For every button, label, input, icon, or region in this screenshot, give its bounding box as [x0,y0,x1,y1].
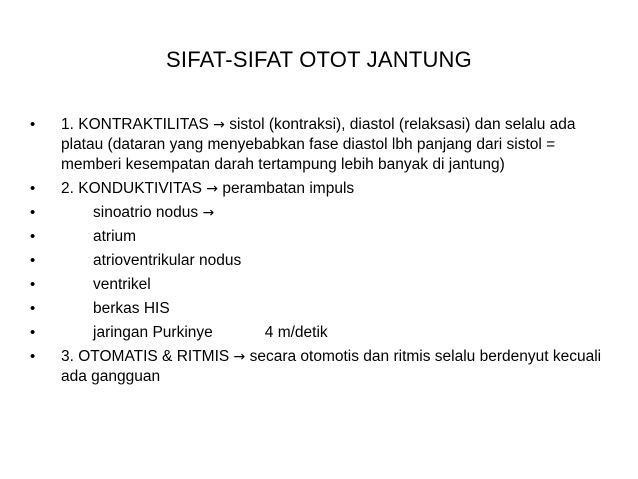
bullet-dot: • [30,252,36,269]
bullet-berkas [28,299,608,319]
atrioventrikular-text: atrioventrikular nodus [93,252,242,269]
purkinye-speed: 4 m/detik [264,324,328,341]
bullet-dot: • [30,204,36,221]
otomatis-label: 3. OTOMATIS & RITMIS [61,348,230,365]
konduktivitas-text: perambatan impuls [222,180,355,197]
slide-title: SIFAT-SIFAT OTOT JANTUNG [166,47,472,72]
bullet-purkinye [28,323,608,343]
bullet-dot: • [30,324,36,341]
purkinye-label: jaringan Purkinye [93,324,213,341]
otomatis-text: secara otomotis dan ritmis selalu berdenyut kecuali ada gangguan [61,348,602,385]
kontraktilitas-label: 1. KONTRAKTILITAS [61,116,209,133]
right-arrow-icon: → [213,117,225,133]
atrium-text: atrium [93,228,137,245]
berkas-text: berkas HIS [93,300,170,317]
bullet-otomatis [28,347,608,387]
bullet-sinoatrio [28,203,608,223]
bullet-list [28,115,608,391]
bullet-dot: • [30,276,36,293]
right-arrow-icon: → [206,181,219,197]
ventrikel-text: ventrikel [93,276,151,293]
konduktivitas-label: 2. KONDUKTIVITAS [61,180,202,197]
bullet-atrium [28,227,608,247]
bullet-dot: • [30,180,36,197]
bullet-kontraktilitas [28,115,608,175]
bullet-atrioventrikular [28,251,608,271]
bullet-dot: • [30,116,36,133]
sinoatrio-text: sinoatrio nodus [93,204,199,221]
right-arrow-icon: → [202,205,215,221]
kontraktilitas-text: sistol (kontraksi), diastol (relaksasi) dan selalu ada platau (dataran yang menyebabkan fase diastol lbh panjang dari sistol = memberi kesempatan darah tertampung lebih banyak di jantung) [61,116,576,173]
bullet-konduktivitas [28,179,608,199]
bullet-ventrikel [28,275,608,295]
bullet-dot: • [30,300,36,317]
bullet-dot: • [30,228,36,245]
right-arrow-icon: → [233,349,246,365]
bullet-dot: • [30,348,36,365]
